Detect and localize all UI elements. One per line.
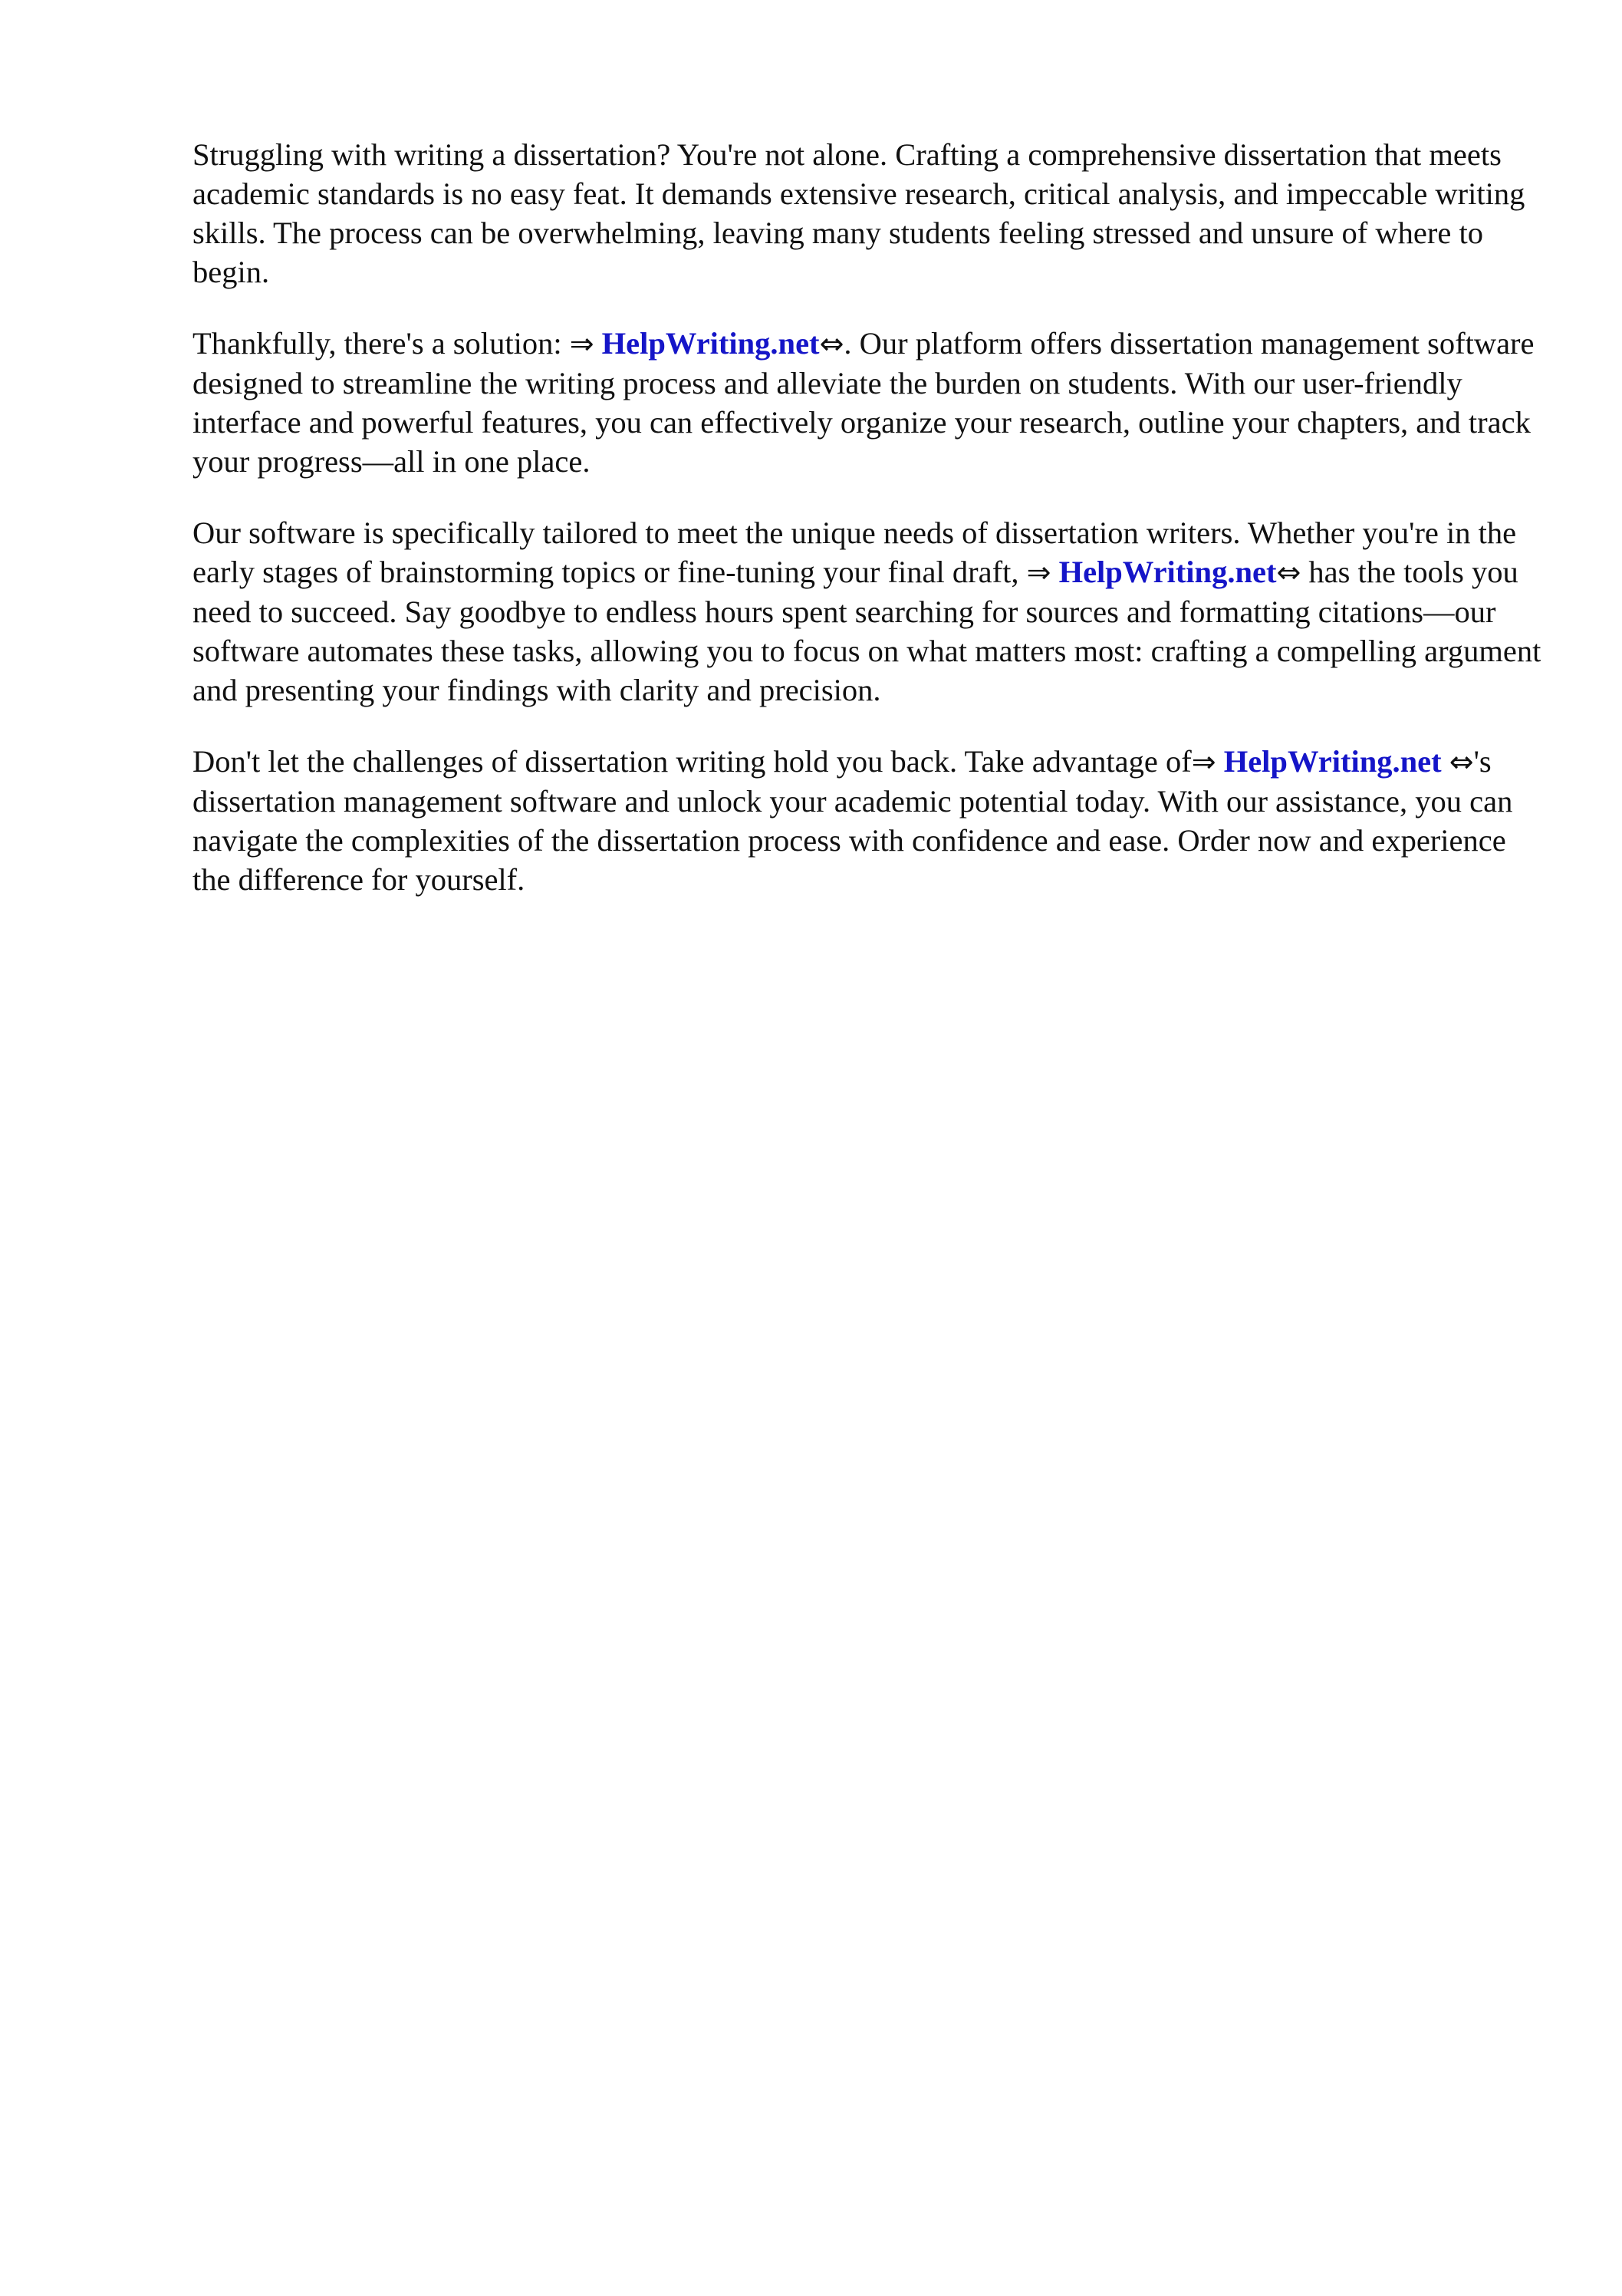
paragraph-solution <box>192 324 1542 481</box>
paragraph-intro-text: Struggling with writing a dissertation? You're not alone. Crafting a comprehensive dissertation that meets academic standards is no easy feat. It demands extensive research, critical analysis, and impeccable writing skills. The process can be overwhelming, leaving many students feeling stressed and unsure of where to begin. <box>192 137 1525 289</box>
paragraph-features-after: has the tools you need to succeed. Say goodbye to endless hours spent searching for sources and formatting citations—our software automates these tasks, allowing you to focus on what matters most: crafting a compelling argument and presenting your findings with clarity and precision. <box>192 555 1541 707</box>
document-body <box>192 135 1542 931</box>
paragraph-features-before: Our software is specifically tailored to meet the unique needs of dissertation writers. Whether you're in the early stages of brainstorming topics or fine-tuning your final draft, <box>192 516 1517 589</box>
helpwriting-link[interactable]: HelpWriting.net <box>1058 555 1277 589</box>
helpwriting-link[interactable]: HelpWriting.net <box>601 326 820 361</box>
paragraph-cta-after: 's dissertation management software and unlock your academic potential today. With our assistance, you can navigate the complexities of the dissertation process with confidence and ease. Order now and experience the difference for yourself. <box>192 744 1513 897</box>
paragraph-features <box>192 513 1542 710</box>
paragraph-solution-after: . Our platform offers dissertation management software designed to streamline the writing process and alleviate the burden on students. With our user-friendly interface and powerful features, you can effectively organize your research, outline your chapters, and track your progress—all in one place. <box>192 326 1535 479</box>
paragraph-intro <box>192 135 1542 292</box>
paragraph-cta-before: Don't let the challenges of dissertation writing hold you back. Take advantage of <box>192 744 1192 779</box>
left-right-arrow-icon: ⇔ <box>819 327 844 361</box>
paragraph-solution-before: Thankfully, there's a solution: <box>192 326 570 361</box>
left-right-arrow-icon: ⇔ <box>1449 745 1474 779</box>
left-right-arrow-icon: ⇔ <box>1276 555 1301 589</box>
paragraph-call-to-action <box>192 742 1542 899</box>
helpwriting-link[interactable]: HelpWriting.net <box>1223 744 1442 779</box>
right-arrow-icon: ⇒ <box>1191 745 1216 779</box>
right-arrow-icon: ⇒ <box>569 327 594 361</box>
right-arrow-icon: ⇒ <box>1026 555 1051 589</box>
